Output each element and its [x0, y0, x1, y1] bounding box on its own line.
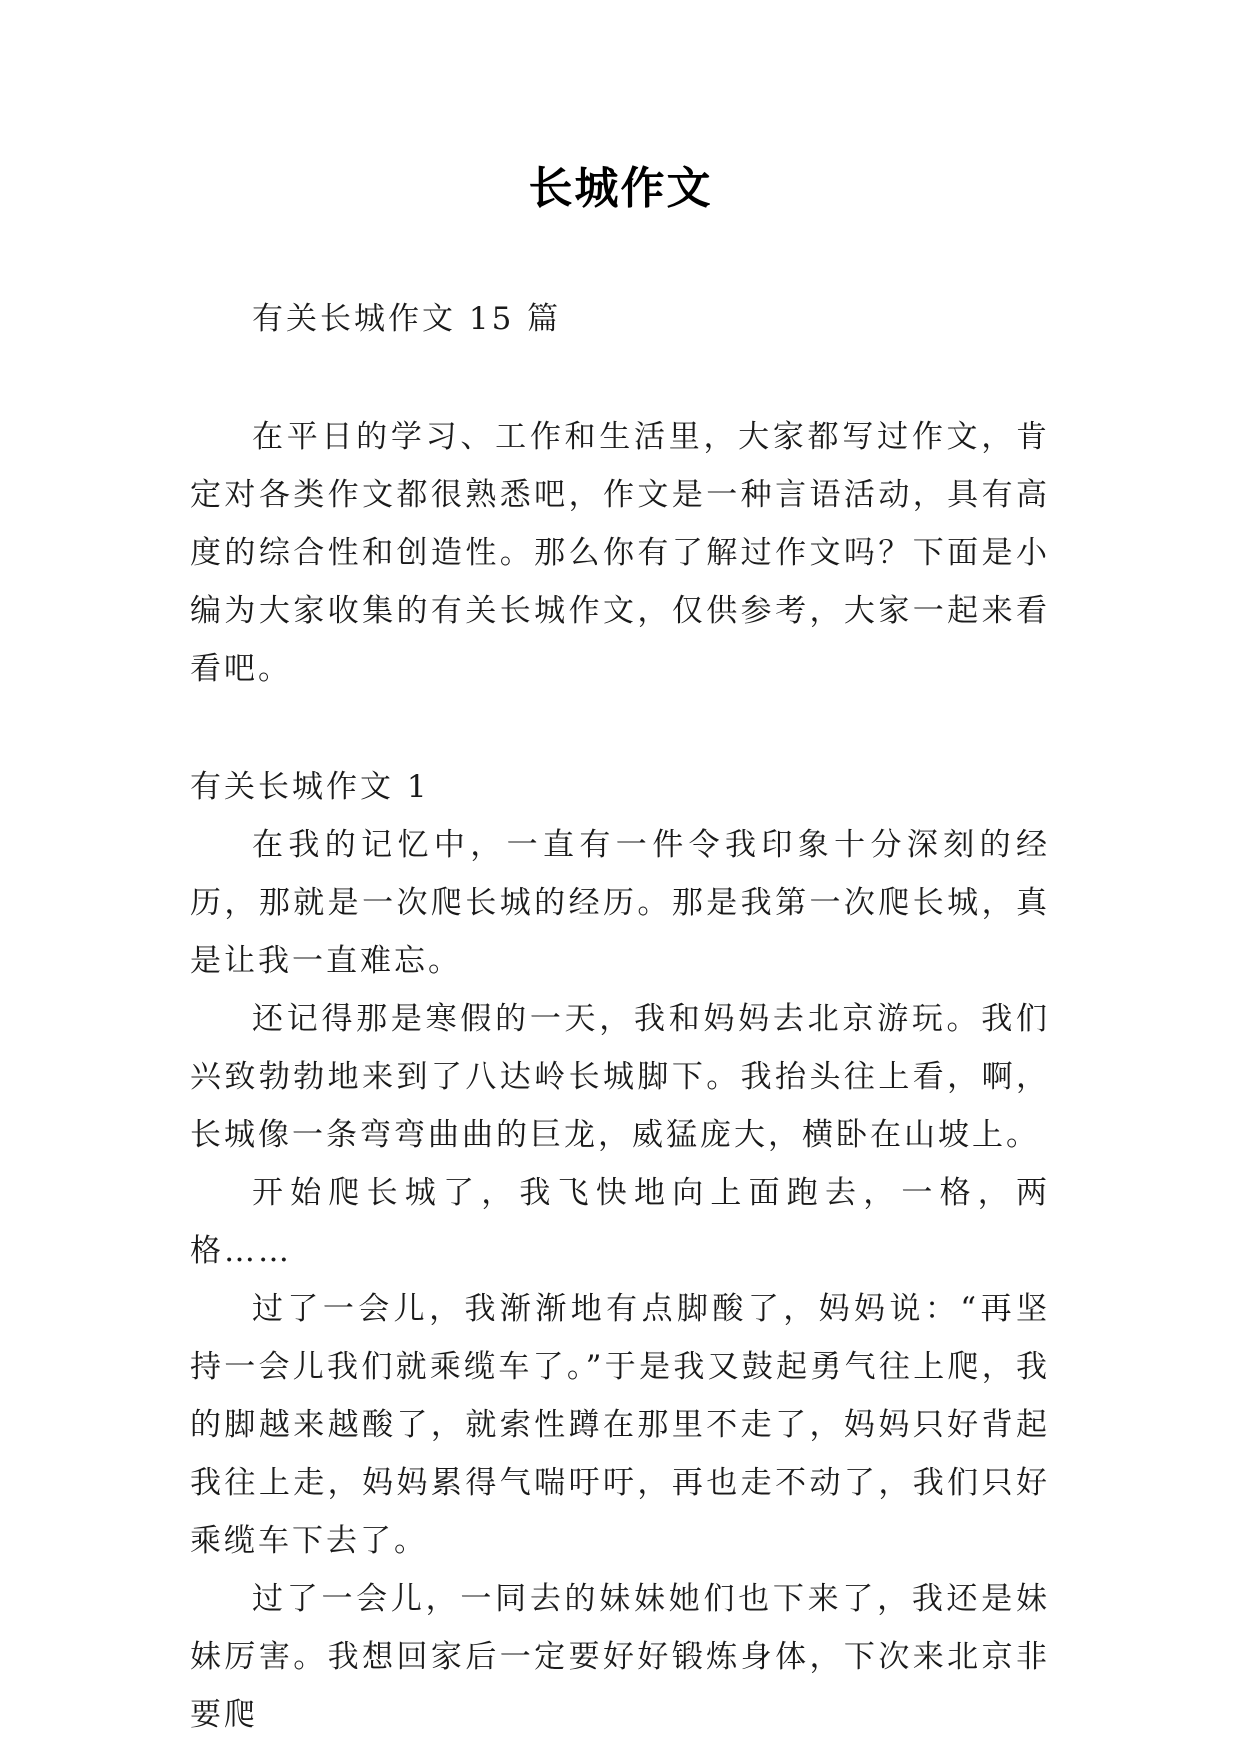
body-paragraph: 开始爬长城了，我飞快地向上面跑去，一格，两格…… [190, 1175, 1050, 1269]
document-body [190, 290, 1050, 1744]
document-title: 长城作文 [528, 163, 713, 214]
section-heading: 有关长城作文 1 [190, 769, 430, 805]
intro-paragraph: 在平日的学习、工作和生活里，大家都写过作文，肯定对各类作文都很熟悉吧，作文是一种言语活动，具有高度的综合性和创造性。那么你有了解过作文吗？下面是小编为大家收集的有关长城作文，仅供参考，大家一起来看看吧。 [190, 419, 1050, 687]
document-subtitle: 有关长城作文 15 篇 [252, 301, 562, 337]
body-paragraph: 在我的记忆中，一直有一件令我印象十分深刻的经历，那就是一次爬长城的经历。那是我第一次爬长城，真是让我一直难忘。 [190, 827, 1050, 979]
body-paragraph: 过了一会儿，一同去的妹妹她们也下来了，我还是妹妹厉害。我想回家后一定要好好锻炼身体，下次来北京非要爬 [190, 1581, 1050, 1733]
body-paragraph: 过了一会儿，我渐渐地有点脚酸了，妈妈说：“再坚持一会儿我们就乘缆车了。”于是我又鼓起勇气往上爬，我的脚越来越酸了，就索性蹲在那里不走了，妈妈只好背起我往上走，妈妈累得气喘吁吁，再也走不动了，我们只好乘缆车下去了。 [190, 1291, 1050, 1559]
body-paragraph: 还记得那是寒假的一天，我和妈妈去北京游玩。我们兴致勃勃地来到了八达岭长城脚下。我抬头往上看，啊，长城像一条弯弯曲曲的巨龙，威猛庞大，横卧在山坡上。 [190, 1001, 1050, 1153]
